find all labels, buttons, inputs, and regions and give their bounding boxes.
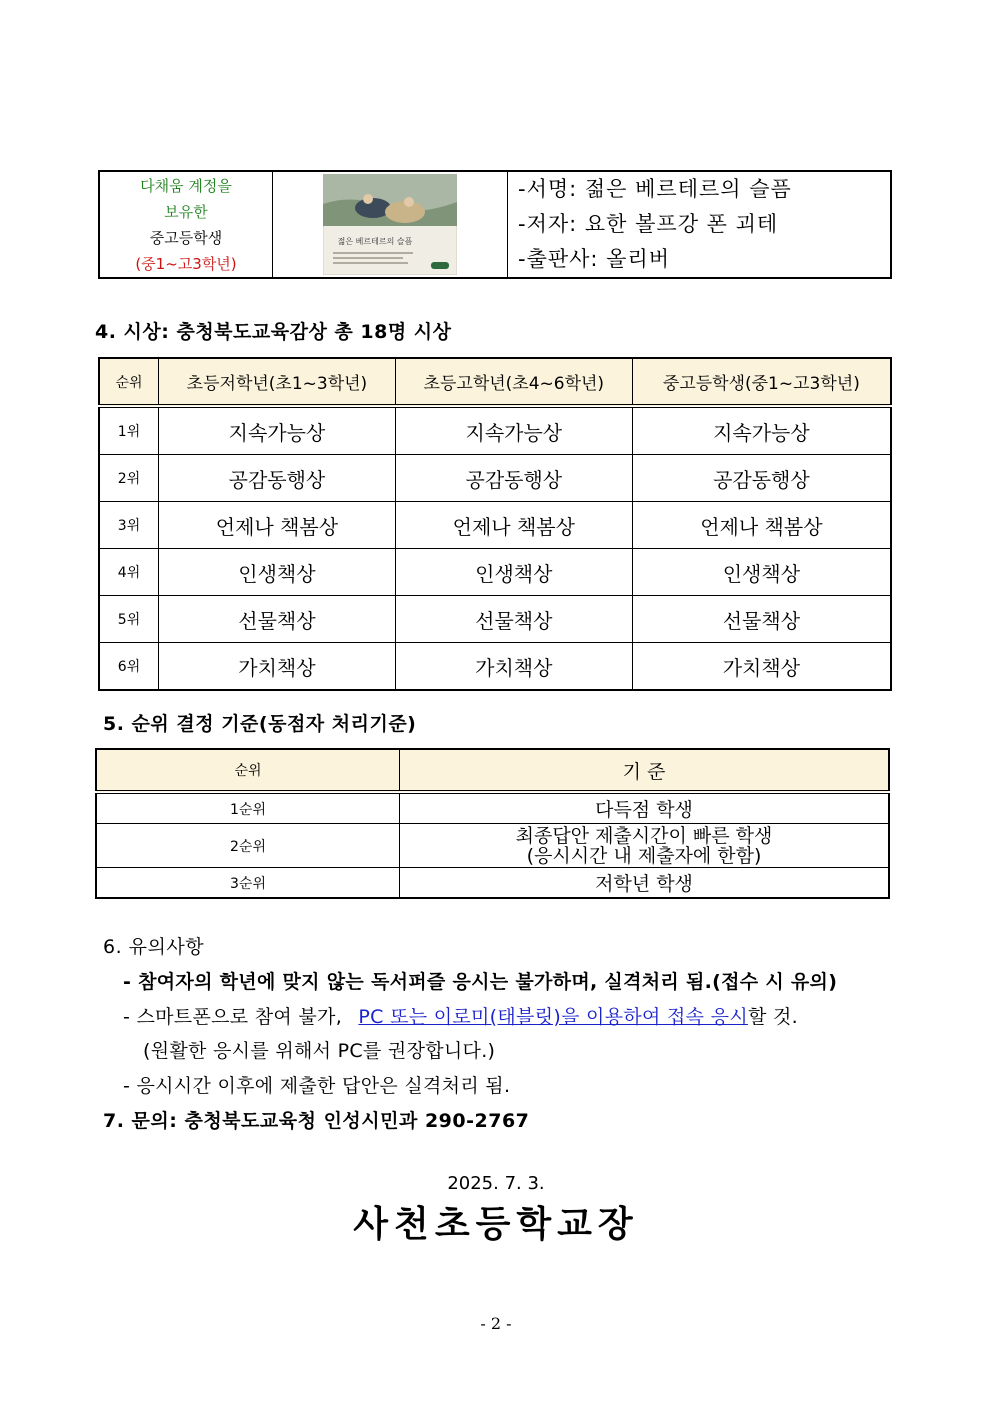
award-cell: 가치책상 <box>632 643 891 691</box>
table-row <box>99 549 891 596</box>
book-title: -서명: 젊은 베르테르의 슬픔 <box>518 177 792 201</box>
table-row <box>96 824 889 868</box>
criteria-text: 다득점 학생 <box>595 799 693 821</box>
eligibility-cell <box>99 171 273 278</box>
award-cell: 공감동행상 <box>632 455 891 502</box>
award-cell: 공감동행상 <box>395 455 632 502</box>
award-cell: 인생책상 <box>632 549 891 596</box>
criteria-rank-cell: 2순위 <box>96 824 400 868</box>
note-pc-recommend: (원활한 응시를 위해서 PC를 권장합니다.) <box>143 1040 496 1062</box>
criteria-rank-cell: 1순위 <box>96 792 400 824</box>
header-low-grade: 초등저학년(초1~3학년) <box>159 358 396 406</box>
award-cell: 지속가능상 <box>395 406 632 455</box>
access-method-link[interactable]: PC 또는 이로미(태블릿)을 이용하여 접속 응시 <box>358 1006 748 1028</box>
eligibility-line4: (중1~고3학년) <box>135 254 237 273</box>
eligibility-line1: 다채움 계정을 <box>140 176 232 195</box>
document-date: 2025. 7. 3. <box>447 1173 545 1194</box>
note-smartphone-prefix: - 스마트폰으로 참여 불가, <box>123 1006 343 1028</box>
note-grade-mismatch: - 참여자의 학년에 맞지 않는 독서퍼즐 응시는 불가하며, 실격처리 됨.(접수 시 유의) <box>123 971 838 993</box>
criteria-basis-cell <box>400 824 890 868</box>
criteria-text: 저학년 학생 <box>595 873 693 895</box>
award-cell: 인생책상 <box>159 549 396 596</box>
criteria-text-sub: (응시시간 내 제출자에 한함) <box>526 844 762 867</box>
section6-title: 6. 유의사항 <box>103 936 205 958</box>
table-row <box>99 502 891 549</box>
award-cell: 선물책상 <box>632 596 891 643</box>
eligibility-line3: 중고등학생 <box>149 228 223 247</box>
header-high-grade: 초등고학년(초4~6학년) <box>395 358 632 406</box>
book-cover-cell <box>273 171 508 278</box>
criteria-header-basis: 기 준 <box>400 749 890 792</box>
book-cover-title: 젊은 베르테르의 슬픔 <box>337 237 413 246</box>
rank-cell: 6위 <box>99 643 159 691</box>
table-row <box>96 868 889 899</box>
criteria-table <box>95 748 890 899</box>
award-cell: 언제나 책봄상 <box>632 502 891 549</box>
note-smartphone <box>123 1002 798 1029</box>
award-cell: 언제나 책봄상 <box>159 502 396 549</box>
book-publisher: -출판사: 올리버 <box>518 247 671 271</box>
criteria-header-rank: 순위 <box>96 749 400 792</box>
rank-cell: 4위 <box>99 549 159 596</box>
award-cell: 가치책상 <box>395 643 632 691</box>
award-cell: 선물책상 <box>159 596 396 643</box>
eligibility-line2: 보유한 <box>164 202 208 221</box>
table-row <box>99 596 891 643</box>
section7-title: 7. 문의: 충청북도교육청 인성시민과 290-2767 <box>103 1110 530 1132</box>
book-cover-image <box>323 174 457 275</box>
award-cell: 선물책상 <box>395 596 632 643</box>
page-number: - 2 - <box>480 1314 512 1333</box>
section5-title: 5. 순위 결정 기준(동점자 처리기준) <box>103 713 417 735</box>
book-author: -저자: 요한 볼프강 폰 괴테 <box>518 212 779 236</box>
table-row <box>99 643 891 691</box>
rank-cell: 1위 <box>99 406 159 455</box>
rank-cell: 2위 <box>99 455 159 502</box>
criteria-text: 최종답안 제출시간이 빠른 학생 <box>515 824 773 847</box>
award-cell: 공감동행상 <box>159 455 396 502</box>
rank-cell: 5위 <box>99 596 159 643</box>
section4-title: 4. 시상: 충청북도교육감상 총 18명 시상 <box>95 321 452 343</box>
header-secondary: 중고등학생(중1~고3학년) <box>632 358 891 406</box>
note-smartphone-suffix: 할 것. <box>747 1006 798 1028</box>
school-principal-signature: 사천초등학교장 <box>353 1204 639 1245</box>
award-table <box>98 357 892 691</box>
award-cell: 인생책상 <box>395 549 632 596</box>
table-row <box>99 406 891 455</box>
award-cell: 언제나 책봄상 <box>395 502 632 549</box>
header-rank: 순위 <box>99 358 159 406</box>
rank-cell: 3위 <box>99 502 159 549</box>
award-cell: 지속가능상 <box>159 406 396 455</box>
table-row <box>96 792 889 824</box>
award-cell: 지속가능상 <box>632 406 891 455</box>
criteria-basis-cell <box>400 868 890 899</box>
table-row <box>99 455 891 502</box>
award-cell: 가치책상 <box>159 643 396 691</box>
note-late-submission: - 응시시간 이후에 제출한 답안은 실격처리 됨. <box>123 1075 511 1097</box>
criteria-rank-cell: 3순위 <box>96 868 400 899</box>
book-info-table <box>98 170 892 279</box>
criteria-basis-cell <box>400 792 890 824</box>
book-details-cell <box>508 171 892 278</box>
